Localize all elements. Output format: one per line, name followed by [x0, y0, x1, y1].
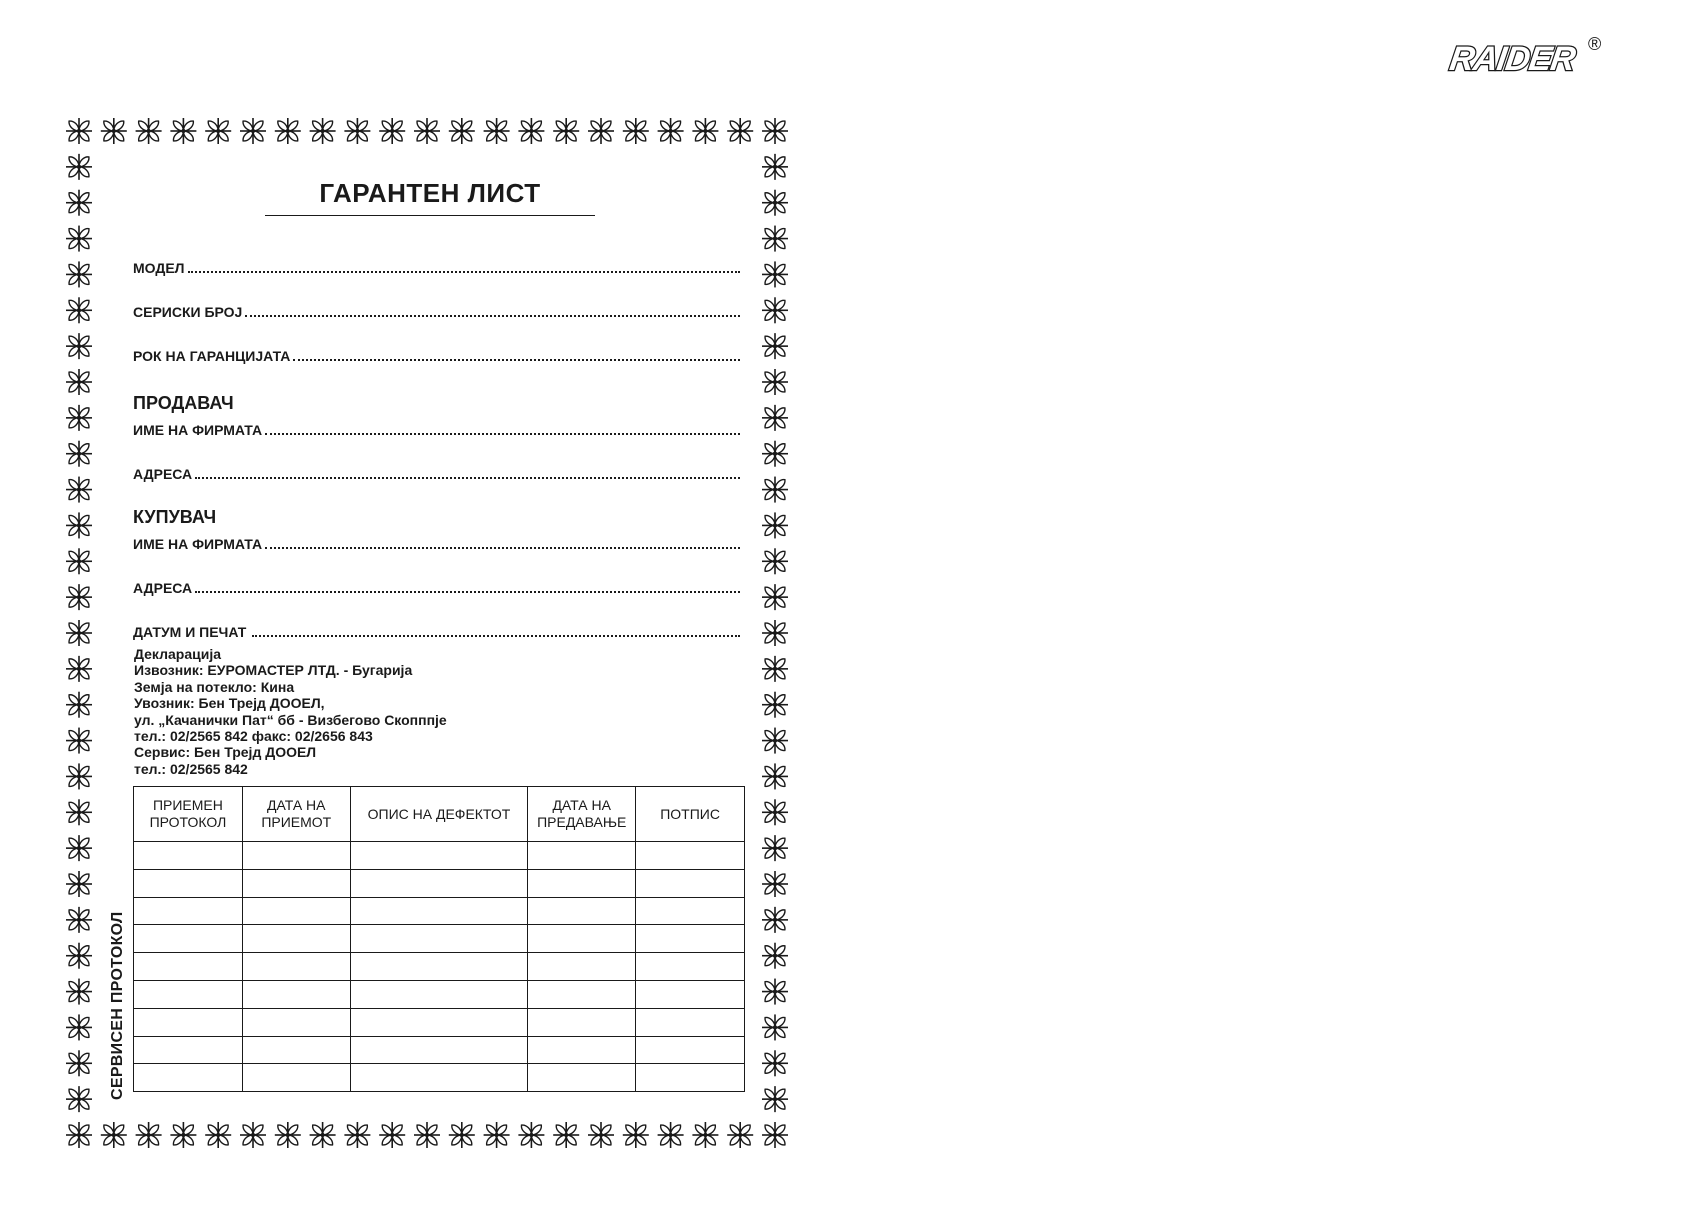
- declaration-line: Сервис: Бен Трејд ДООЕЛ: [134, 744, 317, 761]
- date-stamp-label: ДАТУМ И ПЕЧАТ: [133, 624, 247, 640]
- ornament-tile: [623, 1122, 649, 1148]
- ornament-tile: [727, 1122, 753, 1148]
- document-title: ГАРАНТЕН ЛИСТ: [319, 178, 541, 208]
- ornament-tile: [66, 118, 92, 144]
- ornament-tile: [762, 1014, 788, 1040]
- table-cell[interactable]: [134, 1008, 243, 1036]
- table-row: [134, 925, 745, 953]
- service-protocol-side-label: СЕРВИСЕН ПРОТОКОЛ: [109, 911, 126, 1100]
- table-cell[interactable]: [242, 1064, 350, 1092]
- table-cell[interactable]: [242, 1008, 350, 1036]
- column-header-signature: ПОТПИС: [636, 787, 745, 842]
- date-stamp-fill-line: [252, 634, 740, 637]
- ornament-tile: [762, 728, 788, 754]
- warranty-period-label: РОК НА ГАРАНЦИЈАТА: [133, 348, 291, 364]
- ornament-tile: [692, 118, 718, 144]
- table-row: [134, 869, 745, 897]
- ornament-tile: [66, 979, 92, 1005]
- ornament-tile: [692, 1122, 718, 1148]
- table-cell[interactable]: [242, 869, 350, 897]
- ornament-tile: [66, 1122, 92, 1148]
- table-cell[interactable]: [528, 1008, 636, 1036]
- serial-number-fill-line: [245, 314, 740, 317]
- ornament-tile: [275, 118, 301, 144]
- serial-number-label: СЕРИСКИ БРОЈ: [133, 304, 243, 320]
- ornament-tile: [101, 118, 127, 144]
- ornament-tile: [553, 1122, 579, 1148]
- ornament-tile: [762, 118, 788, 144]
- table-header-row: [134, 787, 745, 842]
- model-label: МОДЕЛ: [133, 260, 185, 276]
- table-row: [134, 842, 745, 870]
- ornament-tile: [170, 1122, 196, 1148]
- column-header-handover-date: ДАТА НА ПРЕДАВАЊЕ: [528, 787, 636, 842]
- table-cell[interactable]: [528, 980, 636, 1008]
- model-fill-line: [188, 270, 740, 273]
- warranty-period-field[interactable]: [133, 348, 740, 364]
- ornament-tile: [66, 226, 92, 252]
- buyer-address-field[interactable]: [133, 580, 740, 596]
- ornament-tile: [658, 1122, 684, 1148]
- buyer-heading: КУПУВАЧ: [133, 507, 217, 527]
- brand-logo-text: RAIDER: [1447, 40, 1578, 78]
- declaration-block: [134, 646, 447, 777]
- ornament-tile: [66, 799, 92, 825]
- ornament-tile: [66, 548, 92, 574]
- ornament-tile: [66, 333, 92, 359]
- ornament-tile: [553, 118, 579, 144]
- table-cell[interactable]: [242, 1036, 350, 1064]
- registered-mark: ®: [1588, 34, 1602, 54]
- declaration-line: Извозник: ЕУРОМАСТЕР ЛТД. - Бугарија: [134, 662, 413, 679]
- table-cell[interactable]: [134, 953, 243, 981]
- ornament-tile: [240, 118, 266, 144]
- serial-number-field[interactable]: [133, 304, 740, 320]
- table-cell[interactable]: [528, 897, 636, 925]
- seller-company-field[interactable]: [133, 422, 740, 438]
- table-cell[interactable]: [242, 953, 350, 981]
- ornament-tile: [344, 1122, 370, 1148]
- table-cell[interactable]: [242, 897, 350, 925]
- table-cell[interactable]: [350, 1064, 528, 1092]
- table-row: [134, 953, 745, 981]
- table-cell[interactable]: [134, 980, 243, 1008]
- ornament-tile: [518, 1122, 544, 1148]
- table-cell[interactable]: [636, 1064, 745, 1092]
- ornament-tile: [762, 763, 788, 789]
- ornament-tile: [101, 1122, 127, 1148]
- ornament-tile: [66, 477, 92, 503]
- ornament-tile: [484, 1122, 510, 1148]
- ornament-tile: [66, 1014, 92, 1040]
- ornament-tile: [275, 1122, 301, 1148]
- ornament-tile: [66, 441, 92, 467]
- ornament-tile: [344, 118, 370, 144]
- table-cell[interactable]: [134, 1036, 243, 1064]
- brand-logo: [1447, 34, 1610, 86]
- ornament-tile: [310, 1122, 336, 1148]
- ornament-tile: [66, 620, 92, 646]
- ornament-tile: [762, 333, 788, 359]
- ornament-tile: [66, 835, 92, 861]
- ornament-tile: [240, 1122, 266, 1148]
- ornament-tile: [762, 477, 788, 503]
- ornament-tile: [518, 118, 544, 144]
- ornament-tile: [727, 118, 753, 144]
- table-cell[interactable]: [528, 925, 636, 953]
- table-cell[interactable]: [242, 980, 350, 1008]
- ornament-tile: [762, 979, 788, 1005]
- seller-company-label: ИМЕ НА ФИРМАТА: [133, 422, 263, 438]
- ornament-tile: [449, 118, 475, 144]
- ornament-tile: [762, 369, 788, 395]
- model-field[interactable]: [133, 260, 740, 276]
- table-cell[interactable]: [636, 980, 745, 1008]
- ornament-tile: [449, 1122, 475, 1148]
- ornament-tile: [762, 656, 788, 682]
- table-cell[interactable]: [350, 953, 528, 981]
- table-cell[interactable]: [134, 869, 243, 897]
- column-header-receipt-protocol: ПРИЕМЕН ПРОТОКОЛ: [134, 787, 243, 842]
- table-cell[interactable]: [134, 842, 243, 870]
- table-row: [134, 1064, 745, 1092]
- table-cell[interactable]: [350, 842, 528, 870]
- buyer-company-fill-line: [265, 546, 740, 549]
- table-cell[interactable]: [528, 1036, 636, 1064]
- seller-address-label: АДРЕСА: [133, 466, 193, 482]
- buyer-address-label: АДРЕСА: [133, 580, 193, 596]
- ornament-tile: [66, 405, 92, 431]
- ornament-tile: [66, 1050, 92, 1076]
- declaration-heading: Декларација: [134, 646, 222, 662]
- table-cell[interactable]: [636, 1008, 745, 1036]
- ornament-tile: [310, 118, 336, 144]
- table-cell[interactable]: [636, 925, 745, 953]
- ornament-tile: [762, 1050, 788, 1076]
- table-cell[interactable]: [350, 925, 528, 953]
- ornament-tile: [66, 692, 92, 718]
- ornament-tile: [762, 799, 788, 825]
- ornament-tile: [762, 405, 788, 431]
- service-protocol-body: [134, 842, 745, 1092]
- table-cell[interactable]: [528, 953, 636, 981]
- table-cell[interactable]: [636, 897, 745, 925]
- ornament-tile: [66, 512, 92, 538]
- title-underline: [265, 215, 595, 216]
- ornament-tile: [136, 118, 162, 144]
- ornament-tile: [136, 1122, 162, 1148]
- ornament-tile: [66, 907, 92, 933]
- declaration-line: Земја на потекло: Кина: [134, 678, 295, 695]
- ornament-tile: [658, 118, 684, 144]
- table-cell[interactable]: [134, 925, 243, 953]
- table-cell[interactable]: [350, 897, 528, 925]
- table-cell[interactable]: [242, 925, 350, 953]
- table-cell[interactable]: [350, 1008, 528, 1036]
- ornament-tile: [762, 907, 788, 933]
- ornament-tile: [66, 154, 92, 180]
- seller-address-field[interactable]: [133, 466, 740, 482]
- ornament-tile: [414, 1122, 440, 1148]
- seller-address-fill-line: [195, 476, 740, 479]
- ornament-tile: [762, 226, 788, 252]
- ornament-tile: [762, 441, 788, 467]
- ornament-tile: [66, 763, 92, 789]
- ornament-tile: [762, 943, 788, 969]
- ornament-tile: [379, 118, 405, 144]
- ornament-tile: [762, 154, 788, 180]
- ornament-tile: [762, 548, 788, 574]
- ornament-tile: [66, 943, 92, 969]
- ornament-tile: [66, 190, 92, 216]
- ornament-tile: [379, 1122, 405, 1148]
- ornament-tile: [66, 369, 92, 395]
- column-header-receipt-date: ДАТА НА ПРИЕМОТ: [242, 787, 350, 842]
- ornament-tile: [66, 584, 92, 610]
- ornament-tile: [66, 297, 92, 323]
- seller-heading: ПРОДАВАЧ: [133, 393, 234, 413]
- ornament-tile: [66, 728, 92, 754]
- ornament-tile: [762, 835, 788, 861]
- ornament-tile: [66, 1086, 92, 1112]
- ornament-tile: [623, 118, 649, 144]
- ornament-tile: [762, 261, 788, 287]
- declaration-line: тел.: 02/2565 842 факс: 02/2656 843: [134, 728, 373, 745]
- ornament-tile: [762, 871, 788, 897]
- ornament-tile: [762, 512, 788, 538]
- buyer-address-fill-line: [195, 590, 740, 593]
- ornament-tile: [762, 1086, 788, 1112]
- ornament-tile: [205, 118, 231, 144]
- date-stamp-field[interactable]: [133, 624, 740, 640]
- table-cell[interactable]: [350, 869, 528, 897]
- service-protocol-table: [133, 786, 745, 1092]
- ornament-tile: [762, 620, 788, 646]
- table-cell[interactable]: [350, 1036, 528, 1064]
- table-cell[interactable]: [528, 869, 636, 897]
- buyer-company-label: ИМЕ НА ФИРМАТА: [133, 536, 263, 552]
- ornament-tile: [66, 261, 92, 287]
- declaration-line: Увозник: Бен Трејд ДООЕЛ,: [134, 695, 325, 712]
- ornament-tile: [762, 297, 788, 323]
- ornament-tile: [588, 118, 614, 144]
- ornament-tile: [414, 118, 440, 144]
- buyer-company-field[interactable]: [133, 536, 740, 552]
- table-cell[interactable]: [528, 1064, 636, 1092]
- table-cell[interactable]: [134, 897, 243, 925]
- table-cell[interactable]: [636, 953, 745, 981]
- warranty-period-fill-line: [293, 358, 740, 361]
- ornament-tile: [484, 118, 510, 144]
- ornament-tile: [205, 1122, 231, 1148]
- table-cell[interactable]: [134, 1064, 243, 1092]
- seller-company-fill-line: [265, 432, 740, 435]
- ornament-tile: [66, 871, 92, 897]
- table-row: [134, 1036, 745, 1064]
- table-cell[interactable]: [636, 1036, 745, 1064]
- table-cell[interactable]: [636, 869, 745, 897]
- table-cell[interactable]: [242, 842, 350, 870]
- table-cell[interactable]: [350, 980, 528, 1008]
- ornament-tile: [762, 584, 788, 610]
- ornament-tile: [762, 190, 788, 216]
- ornament-tile: [588, 1122, 614, 1148]
- declaration-line: ул. „Качанички Пат“ бб - Визбегово Скопппје: [134, 711, 447, 728]
- table-cell[interactable]: [528, 842, 636, 870]
- column-header-defect-description: ОПИС НА ДЕФЕКТОТ: [350, 787, 528, 842]
- declaration-line: тел.: 02/2565 842: [134, 760, 248, 777]
- table-cell[interactable]: [636, 842, 745, 870]
- table-row: [134, 1008, 745, 1036]
- table-row: [134, 897, 745, 925]
- ornament-tile: [66, 656, 92, 682]
- ornament-tile: [762, 1122, 788, 1148]
- table-row: [134, 980, 745, 1008]
- ornament-tile: [762, 692, 788, 718]
- ornament-tile: [170, 118, 196, 144]
